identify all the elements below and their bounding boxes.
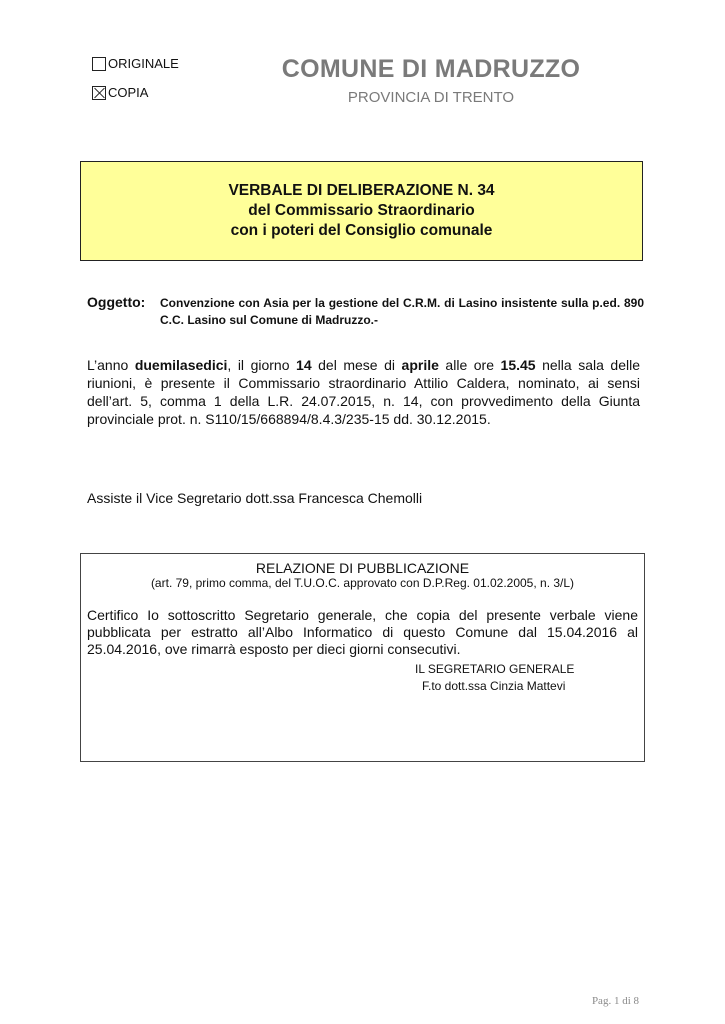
page-number: Pag. 1 di 8: [591, 995, 639, 1007]
subject-text: Convenzione con Asia per la gestione del C.R.M. di Lasino insistente sulla p.ed. 890 C.C. Lasino sul Comune di Madruzzo.-: [160, 296, 644, 327]
assisting-secretary: Assiste il Vice Segretario dott.ssa Francesca Chemolli: [87, 490, 423, 506]
month-value: aprile: [401, 357, 439, 373]
originale-label: ORIGINALE: [108, 56, 179, 71]
publication-report-title: RELAZIONE DI PUBBLICAZIONE: [255, 560, 470, 576]
deliberation-powers: con i poteri del Consiglio comunale: [230, 222, 493, 239]
day-value: 14: [296, 357, 312, 373]
deliberation-body: del Commissario Straordinario: [248, 202, 475, 219]
publication-report-reference: (art. 79, primo comma, del T.U.O.C. approvato con D.P.Reg. 01.02.2005, n. 3/L): [150, 576, 575, 590]
signer-title: IL SEGRETARIO GENERALE: [415, 662, 575, 676]
meeting-paragraph: L’anno duemilasedici, il giorno 14 del mese di aprile alle ore 15.45 nella sala delle riunioni, è presente il Commissario straordinario Attilio Caldera, nominato, ai sensi dell’art. 5, comma 1 della L.R. 24.07.2015, n. 14, con provvedimento della Giunta provinciale prot. n. S110/15/668894/8.4.3/235-15 dd. 30.12.2015.: [87, 357, 641, 427]
municipality-title: COMUNE DI MADRUZZO: [281, 55, 581, 83]
year-value: duemilasedici: [134, 357, 228, 373]
subject-label: Oggetto:: [87, 294, 146, 310]
deliberation-header-box: [80, 161, 643, 261]
publication-certification-text: Certifico Io sottoscritto Segretario generale, che copia del presente verbale viene pubblicata per estratto all’Albo Informatico di questo Comune dal 15.04.2016 al 25.04.2016, ove rimarrà esposto per dieci giorni consecutivi.: [87, 607, 638, 657]
publication-report-box: [80, 553, 645, 762]
province-subtitle: PROVINCIA DI TRENTO: [347, 89, 515, 106]
signer-name: F.to dott.ssa Cinzia Mattevi: [422, 679, 566, 693]
deliberation-number: VERBALE DI DELIBERAZIONE N. 34: [228, 182, 495, 199]
time-value: 15.45: [500, 357, 536, 373]
copia-label: COPIA: [108, 85, 149, 100]
